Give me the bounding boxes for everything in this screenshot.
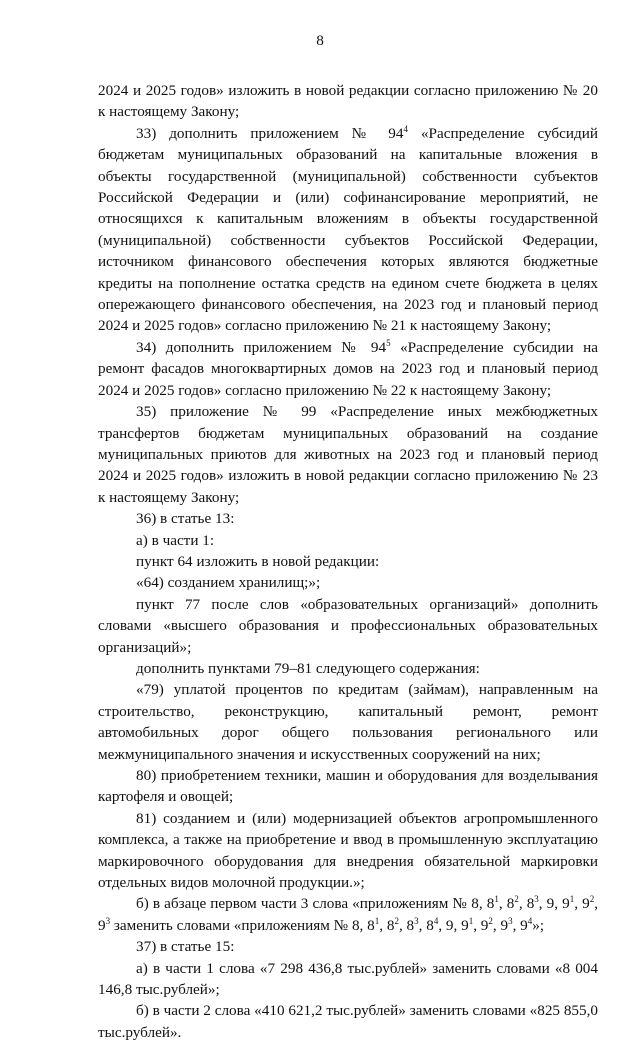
- item-36-b-text: , 8: [518, 895, 535, 913]
- superscript: 1: [569, 894, 575, 905]
- item-36-b-text: , 8: [498, 895, 515, 913]
- page-number: 8: [316, 32, 324, 49]
- superscript: 1: [468, 915, 474, 926]
- item-36-b-text: заменить словами «приложениям № 8, 8: [110, 916, 375, 934]
- item-36-b-text: , 9: [492, 916, 509, 934]
- item-37-a: а) в части 1 слова «7 298 436,8 тыс.рублей» заменить словами «8 004 146,8 тыс.рублей»;: [98, 959, 598, 999]
- item-36-b-text: »;: [532, 916, 545, 934]
- item-34-text-a: 34) дополнить приложением № 94: [136, 338, 387, 356]
- document-body: [98, 80, 598, 1043]
- item-36-a-line3: пункт 77 после слов «образовательных организаций» дополнить словами «высшего образования и профессиональных образовательных организаций»;: [98, 595, 598, 656]
- superscript: 1: [374, 915, 380, 926]
- item-36-b-text: , 8: [398, 916, 415, 934]
- item-33-text-a: 33) дополнить приложением № 94: [136, 124, 404, 142]
- item-33-superscript: 4: [403, 123, 408, 134]
- superscript: 1: [494, 894, 499, 905]
- superscript: 3: [414, 915, 419, 926]
- item-36: 36) в статье 13:: [136, 510, 235, 528]
- point-81: 81) созданием и (или) модернизацией объектов агропромышленного комплекса, а также на приобретение и ввод в промышленную эксплуатацию маркировочного оборудования для внедрения обязательной маркировки отдельных видов молочной продукции.»;: [98, 809, 598, 892]
- superscript: 2: [488, 915, 493, 926]
- superscript: 4: [527, 915, 533, 926]
- superscript: 3: [508, 915, 513, 926]
- item-34-superscript: 5: [386, 337, 391, 348]
- item-36-b-text: , 9, 9: [438, 916, 469, 934]
- item-36-b-text: , 9: [98, 895, 599, 934]
- item-36-a-line4: дополнить пунктами 79–81 следующего содержания:: [136, 659, 480, 677]
- superscript: 3: [105, 915, 111, 926]
- item-33: [98, 123, 598, 337]
- item-36-a-line1: пункт 64 изложить в новой редакции:: [136, 552, 380, 570]
- item-34: [98, 337, 598, 401]
- item-37: 37) в статье 15:: [136, 938, 235, 956]
- superscript: 2: [589, 894, 595, 905]
- superscript: 2: [514, 894, 519, 905]
- item-36-b-text: , 9, 9: [538, 895, 570, 913]
- item-36-b-text: , 9: [512, 916, 528, 934]
- item-36-a: а) в части 1:: [136, 531, 215, 549]
- item-36-b-text: , 8: [379, 916, 395, 934]
- item-36-b-text: , 9: [473, 916, 489, 934]
- item-36-b-text: , 8: [418, 916, 434, 934]
- superscript: 2: [394, 915, 399, 926]
- paragraph-continuation: 2024 и 2025 годов» изложить в новой редакции согласно приложению № 20 к настоящему Закону;: [98, 82, 598, 121]
- item-36-b-text: б) в абзаце первом части 3 слова «приложениям № 8, 8: [136, 895, 495, 913]
- item-34-text-b: «Распределение субсидии на ремонт фасадов многоквартирных домов на 2023 год и плановый период 2024 и 2025 годов» согласно приложению № 22 к настоящему Закону;: [98, 338, 599, 399]
- point-79: «79) уплатой процентов по кредитам (займам), направленным на строительство, реконструкцию, капитальный ремонт, ремонт автомобильных дорог общего пользования регионального или межмуниципального значения и искусственных сооружений на них;: [98, 681, 598, 763]
- point-80: 80) приобретением техники, машин и оборудования для возделывания картофеля и овощей;: [98, 767, 598, 806]
- item-35: 35) приложение № 99 «Распределение иных межбюджетных трансфертов бюджетам муниципальных образований на создание муниципальных приютов для животных на 2023 год и плановый период 2024 и 2025 годов» изложить в новой редакции согласно приложению № 23 к настоящему Закону;: [98, 403, 598, 506]
- item-36-b: [98, 893, 598, 936]
- item-36-b-text: , 9: [574, 895, 590, 913]
- superscript: 4: [433, 915, 439, 926]
- item-33-text-b: «Распределение субсидий бюджетам муниципальных образований на капитальные вложения в объекты государственной (муниципальной) собственности субъектов Российской Федерации и (или) софинансирование мероприятий, не относящихся к капитальным вложениям в объекты государственной (муниципальной) собственности субъектов Российской Федерации, источником финансового обеспечения которых являются бюджетные кредиты на пополнение остатка средств на едином счете бюджета в целях опережающего финансового обеспечения, на 2023 год и плановый период 2024 и 2025 годов» согласно приложению № 21 к настоящему Закону;: [98, 124, 598, 335]
- superscript: 3: [534, 894, 539, 905]
- item-36-a-line2: «64) созданием хранилищ;»;: [136, 574, 321, 592]
- item-37-b: б) в части 2 слова «410 621,2 тыс.рублей» заменить словами «825 855,0 тыс.рублей».: [98, 1002, 598, 1041]
